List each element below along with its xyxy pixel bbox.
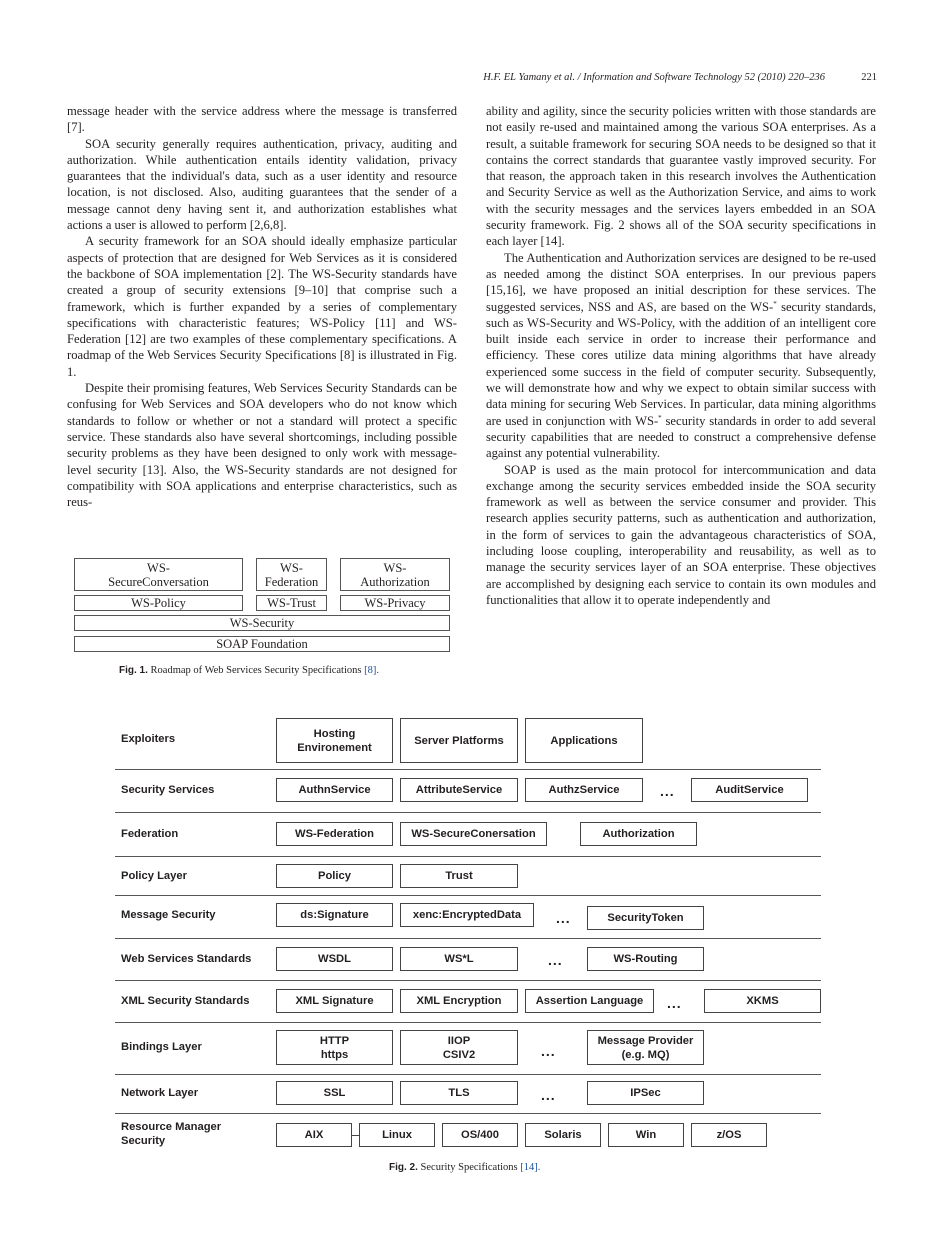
fig1-box-ws-privacy: WS-Privacy (340, 595, 450, 611)
layer-label-exploiters: Exploiters (121, 733, 176, 745)
ellipsis: ... (541, 1043, 556, 1059)
spec-box-authnservice: AuthnService (276, 778, 393, 802)
right-paragraph-2-part-b: security standards, such as WS-Security and WS-Policy, with the addition of an intelligent core built inside each service in order to increase their performance and efficiency. These cores utilize data mining algorithms that have already experienced some success in the field of computer security. Subsequently, we will demonstrate how and why we expect to obtain similar success with data mining for securing Web Services. In particular, data mining algorithms are used in conjunction with WS- (486, 299, 876, 428)
spec-box-zos: z/OS (691, 1123, 767, 1147)
left-paragraph-2: SOA security generally requires authentication, privacy, auditing and authorization. While authentication entails identity validation, privacy guarantees that the individual's data, such as a user identity and resource location, is not disclosed. Also, auditing guarantees that the sender of a message cannot deny having sent it, and authorization establishes what actions a user is allowed to perform [2,6,8]. (67, 136, 457, 233)
ellipsis: ... (660, 783, 675, 799)
fig1-box-ws-federation: WS- Federation (256, 558, 327, 591)
right-paragraph-2-part-a: The Authentication and Authorization services are designed to be re-used as needed among the distinct SOA enterprises. In our previous papers [15,16], we have proposed an initial description for these services. The suggested services, NSS and AS, are based on the WS- (486, 250, 876, 314)
layer-label-web-services-standards: Web Services Standards (121, 953, 252, 965)
spec-box-assertion-language: Assertion Language (525, 989, 654, 1013)
spec-box-ws-federation: WS-Federation (276, 822, 393, 846)
fig1-caption-text: Roadmap of Web Services Security Specifications (150, 665, 362, 676)
asterisk-superscript: * (658, 413, 662, 422)
figure-1 (74, 558, 450, 654)
left-column (67, 103, 457, 510)
spec-box-securitytoken: SecurityToken (587, 906, 704, 930)
spec-box-attributeservice: AttributeService (400, 778, 518, 802)
ellipsis: ... (541, 1087, 556, 1103)
connector-line (352, 1135, 359, 1136)
layer-label-network-layer: Network Layer (121, 1087, 199, 1099)
layer-label-policy-layer: Policy Layer (121, 870, 187, 882)
fig2-caption-label: Fig. 2. (389, 1162, 418, 1173)
layer-label-xml-security-standards: XML Security Standards (121, 995, 250, 1007)
spec-box-ws-l: WS*L (400, 947, 518, 971)
spec-box-win: Win (608, 1123, 684, 1147)
ellipsis: ... (667, 995, 682, 1011)
spec-box-ipsec: IPSec (587, 1081, 704, 1105)
layer-divider (115, 1022, 821, 1023)
spec-box-server-platforms: Server Platforms (400, 718, 518, 763)
fig1-caption-ref: [8]. (364, 665, 379, 676)
spec-box-ssl: SSL (276, 1081, 393, 1105)
fig1-box-ws-security: WS-Security (74, 615, 450, 631)
spec-box-linux: Linux (359, 1123, 435, 1147)
fig1-box-ws-authorization: WS- Authorization (340, 558, 450, 591)
spec-box-http-https: HTTP https (276, 1030, 393, 1065)
right-paragraph-2 (486, 250, 876, 462)
layer-divider (115, 812, 821, 813)
spec-box-xenc-encrypteddata: xenc:EncryptedData (400, 903, 534, 927)
layer-divider (115, 856, 821, 857)
layer-label-resource-manager-security: Resource Manager Security (121, 1121, 222, 1147)
right-paragraph-2-part-c: security standards in order to add several security capabilities that are needed to construct a comprehensive defense against any potential vulnerability. (486, 413, 876, 461)
left-paragraph-4: Despite their promising features, Web Services Security Standards can be confusing for Web Services and SOA developers who do not know which standards to follow or whether or not a standard will protect a specific service. These standards also have several shortcomings, including possible security problems as they have been designed to only work with message-level security [13]. Also, the WS-Security standards are not designed for compatibility with SOA applications and enterprise characteristics, such as reus- (67, 381, 457, 510)
page-number: 221 (861, 72, 877, 83)
spec-box-hosting-environement: Hosting Environement (276, 718, 393, 763)
asterisk-superscript: * (773, 299, 777, 308)
layer-divider (115, 938, 821, 939)
fig1-box-ws-secureconversation: WS- SecureConversation (74, 558, 243, 591)
layer-divider (115, 1113, 821, 1114)
spec-box-xkms: XKMS (704, 989, 821, 1013)
left-paragraph-1: message header with the service address where the message is transferred [7]. (67, 104, 457, 135)
layer-label-federation: Federation (121, 828, 179, 840)
spec-box-trust: Trust (400, 864, 518, 888)
fig1-box-soap-foundation: SOAP Foundation (74, 636, 450, 652)
layer-label-security-services: Security Services (121, 784, 215, 796)
fig1-box-ws-policy: WS-Policy (74, 595, 243, 611)
figure-2-caption (389, 1162, 540, 1173)
spec-box-ds-signature: ds:Signature (276, 903, 393, 927)
spec-box-aix: AIX (276, 1123, 352, 1147)
right-paragraph-3: SOAP is used as the main protocol for intercommunication and data exchange among the security services embedded inside the SOA security framework as well as between the service consumer and provider. This research applies security patterns, such as authentication and authorization, in the form of services to gain the advantageous characteristics of SOA, including loose coupling, interoperability and reusability, as well as to manage the security services layer of an SOA enterprise. These objectives are accomplished by designing each service to contain its own modules and functionalities that allow it to operate independently and (486, 462, 876, 607)
figure-2 (115, 715, 825, 1155)
spec-box-wsdl: WSDL (276, 947, 393, 971)
layer-divider (115, 1074, 821, 1075)
spec-box-authzservice: AuthzService (525, 778, 643, 802)
spec-box-iiop-csiv2: IIOP CSIV2 (400, 1030, 518, 1065)
spec-box-applications: Applications (525, 718, 643, 763)
spec-box-xml-encryption: XML Encryption (400, 989, 518, 1013)
spec-box-authorization: Authorization (580, 822, 697, 846)
layer-divider (115, 769, 821, 770)
layer-divider (115, 980, 821, 981)
figure-1-caption (119, 665, 379, 676)
right-column (486, 103, 876, 608)
spec-box-ws-routing: WS-Routing (587, 947, 704, 971)
right-paragraph-1: ability and agility, since the security policies written with those standards are not easily re-used and maintained among the various SOA enterprises. As a result, a suitable framework for securing SOA needs to be designed so that it contains the correct standards that guarantee vastly improved security. For that reason, the approach taken in this research involves the Authentication and Security Service as well as the Authorization Service, and aims to work with the security messages and the services layers embedded in an SOA security framework. Fig. 2 shows all of the SOA security specifications in each layer [14]. (486, 104, 876, 249)
spec-box-solaris: Solaris (525, 1123, 601, 1147)
ellipsis: ... (548, 952, 563, 968)
layer-divider (115, 895, 821, 896)
fig2-caption-ref: [14]. (520, 1162, 541, 1173)
fig1-caption-label: Fig. 1. (119, 665, 148, 676)
spec-box-ws-secureconersation: WS-SecureConersation (400, 822, 547, 846)
spec-box-message-provider: Message Provider (e.g. MQ) (587, 1030, 704, 1065)
spec-box-auditservice: AuditService (691, 778, 808, 802)
ellipsis: ... (556, 910, 571, 926)
spec-box-tls: TLS (400, 1081, 518, 1105)
layer-label-bindings-layer: Bindings Layer (121, 1041, 202, 1053)
layer-label-message-security: Message Security (121, 909, 216, 921)
fig1-box-ws-trust: WS-Trust (256, 595, 327, 611)
running-title: H.F. EL Yamany et al. / Information and Software Technology 52 (2010) 220–236 (483, 72, 825, 83)
left-paragraph-3: A security framework for an SOA should ideally emphasize particular aspects of protection that are designed for Web Services as it is considered the backbone of SOA implementation [2]. The WS-Security standards have created a group of security extensions [9–10] that comprise such a framework, which is further expanded by a series of complementary specifications with characteristic features; WS-Policy [11] and WS-Federation [12] are two examples of these complementary specifications. A roadmap of the Web Services Security Specifications [8] is illustrated in Fig. 1. (67, 234, 457, 379)
spec-box-policy: Policy (276, 864, 393, 888)
spec-box-os400: OS/400 (442, 1123, 518, 1147)
fig2-caption-text: Security Specifications (420, 1162, 518, 1173)
spec-box-xml-signature: XML Signature (276, 989, 393, 1013)
